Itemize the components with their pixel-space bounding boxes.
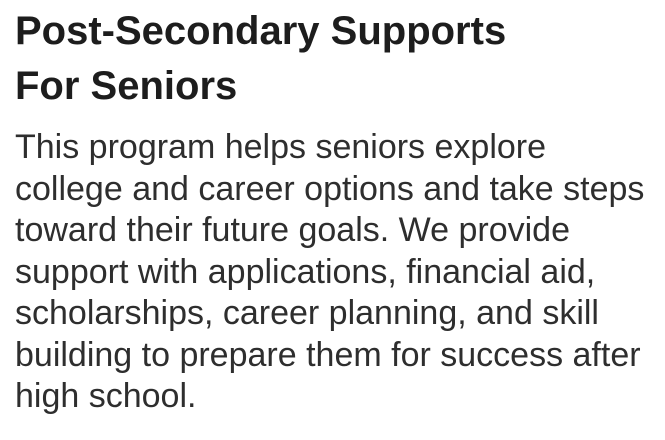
page-title-line-2: For Seniors — [15, 64, 238, 108]
program-description: This program helps seniors explore college and career options and take steps toward their future goals. We provide support with applications, financial aid, scholarships, career planning, and skill building to prepare them for success after high school. — [15, 128, 645, 415]
page-title — [15, 4, 653, 114]
page-title-line-1: Post-Secondary Supports — [15, 9, 507, 53]
